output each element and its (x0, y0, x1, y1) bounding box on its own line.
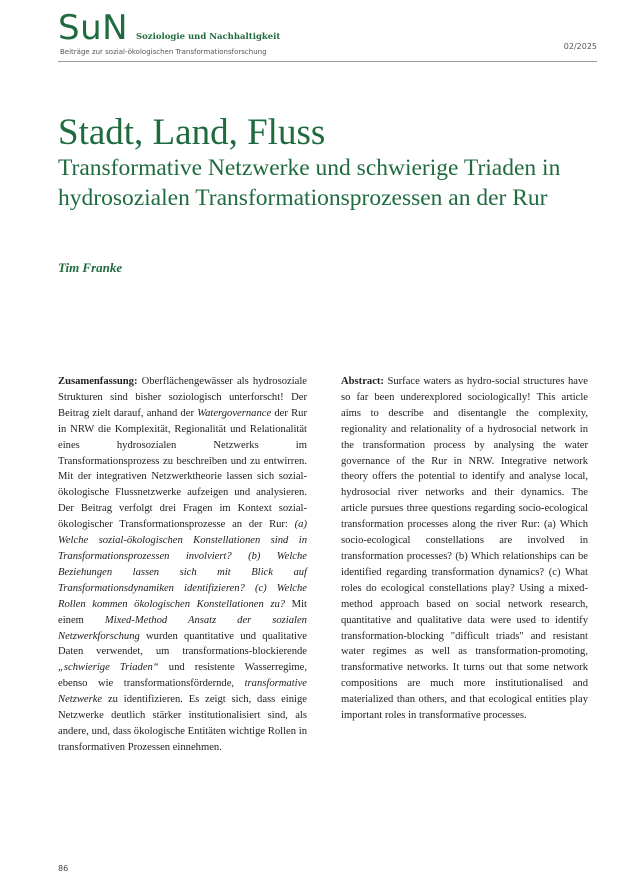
article-subtitle: Transformative Netzwerke und schwierige Triaden in hydrosozialen Transformationsprozessen an der Rur (58, 155, 561, 211)
abstract-german-text: Oberflächengewässer als hydrosoziale Strukturen sind bisher soziologisch unterforscht! Der Beitrag zielt darauf, anhand der (58, 376, 307, 419)
abstract-german-italic: Watergovernance (197, 407, 272, 419)
abstract-german-label: Zusamenfassung: (58, 376, 138, 387)
issue-number: 02/2025 (563, 42, 597, 51)
abstract-german-text: und resistente Wasserregime, ebenso wie transformationsfördernde, (58, 662, 307, 690)
journal-logo: SuN (58, 8, 129, 48)
abstract-english-label: Abstract: (341, 376, 384, 387)
article-title: Stadt, Land, Fluss (58, 112, 326, 153)
abstract-english-text: Surface waters as hydro-social structures have so far been underexplored sociologically! This article aims to describe and disentangle the complexity, regionality and relationality of a hydrosocial network in the transformation process by analysing the water governance of the Rur in NRW. Integrative network theory offers the potential to identify and analyse local, hydrosocial river networks and their dynamics. The article pursues three questions regarding socio-ecological transformation processes along the river Rur: (a) Which socio-ecological constellations are involved in transformation processes? (b) Which relationships can be identified regarding transformation dynamics? (c) What roles do ecological constellations play? Using a mixed-method approach based on social network research, quantitative and qualitative data were used to identify transformation-blocking "difficult triads" and resistant water regimes as well as transformation-promoting, transformative networks. It turns out that some network compositions are much more institutionalised and materialized than others, and that ecological entities play important roles in transformative processes. (341, 376, 588, 722)
page-number: 86 (58, 864, 69, 873)
abstract-german-text: zu identifizieren. Es zeigt sich, dass einige Netzwerke deutlich stärker institutionalisiert sind, als andere, und, dass ökologische Entitäten wichtige Rollen in transformativen Prozessen einnehmen. (58, 694, 307, 753)
abstract-german-questions: (a) Welche sozial-ökologischen Konstellationen sind in Transformationsprozessen involviert? (b) Welche Beziehungen lassen sich mit Blick auf Transformationsdynamiken identifizieren? (c) Welche Rollen kommen ökologischen Konstellationen zu? (58, 519, 307, 610)
abstract-german (58, 374, 307, 756)
abstract-german-italic: „schwierige Triaden“ (58, 662, 159, 674)
abstract-german-text: Mit einem (58, 598, 307, 626)
journal-name: Soziologie und Nachhaltigkeit (136, 32, 281, 42)
abstract-german-italic: Mixed-Method Ansatz der sozialen Netzwerkforschung (58, 614, 307, 642)
journal-subtitle: Beiträge zur sozial-ökologischen Transformationsforschung (60, 48, 267, 56)
abstract-german-italic: transformative Netzwerke (58, 678, 307, 706)
header-divider (58, 61, 597, 62)
abstract-german-text: der Rur in NRW die Komplexität, Regionalität und Relationalität eines hydrosozialen Netzwerks im Transformationsprozess zu beschreiben und zu entwirren. Mit der integrativen Netzwerktheorie lassen sich sozial-ökologische Flussnetzwerke aufzeigen und analysieren. Der Beitrag verfolgt drei Fragen im Kontext sozial-ökologischer Transformationsprozesse an der Rur: (58, 407, 307, 531)
abstract-german-text: wurden quantitative und qualitative Daten verwendet, um transformations-blockierende (58, 630, 307, 658)
abstract-english (341, 374, 588, 724)
article-author: Tim Franke (58, 260, 123, 275)
